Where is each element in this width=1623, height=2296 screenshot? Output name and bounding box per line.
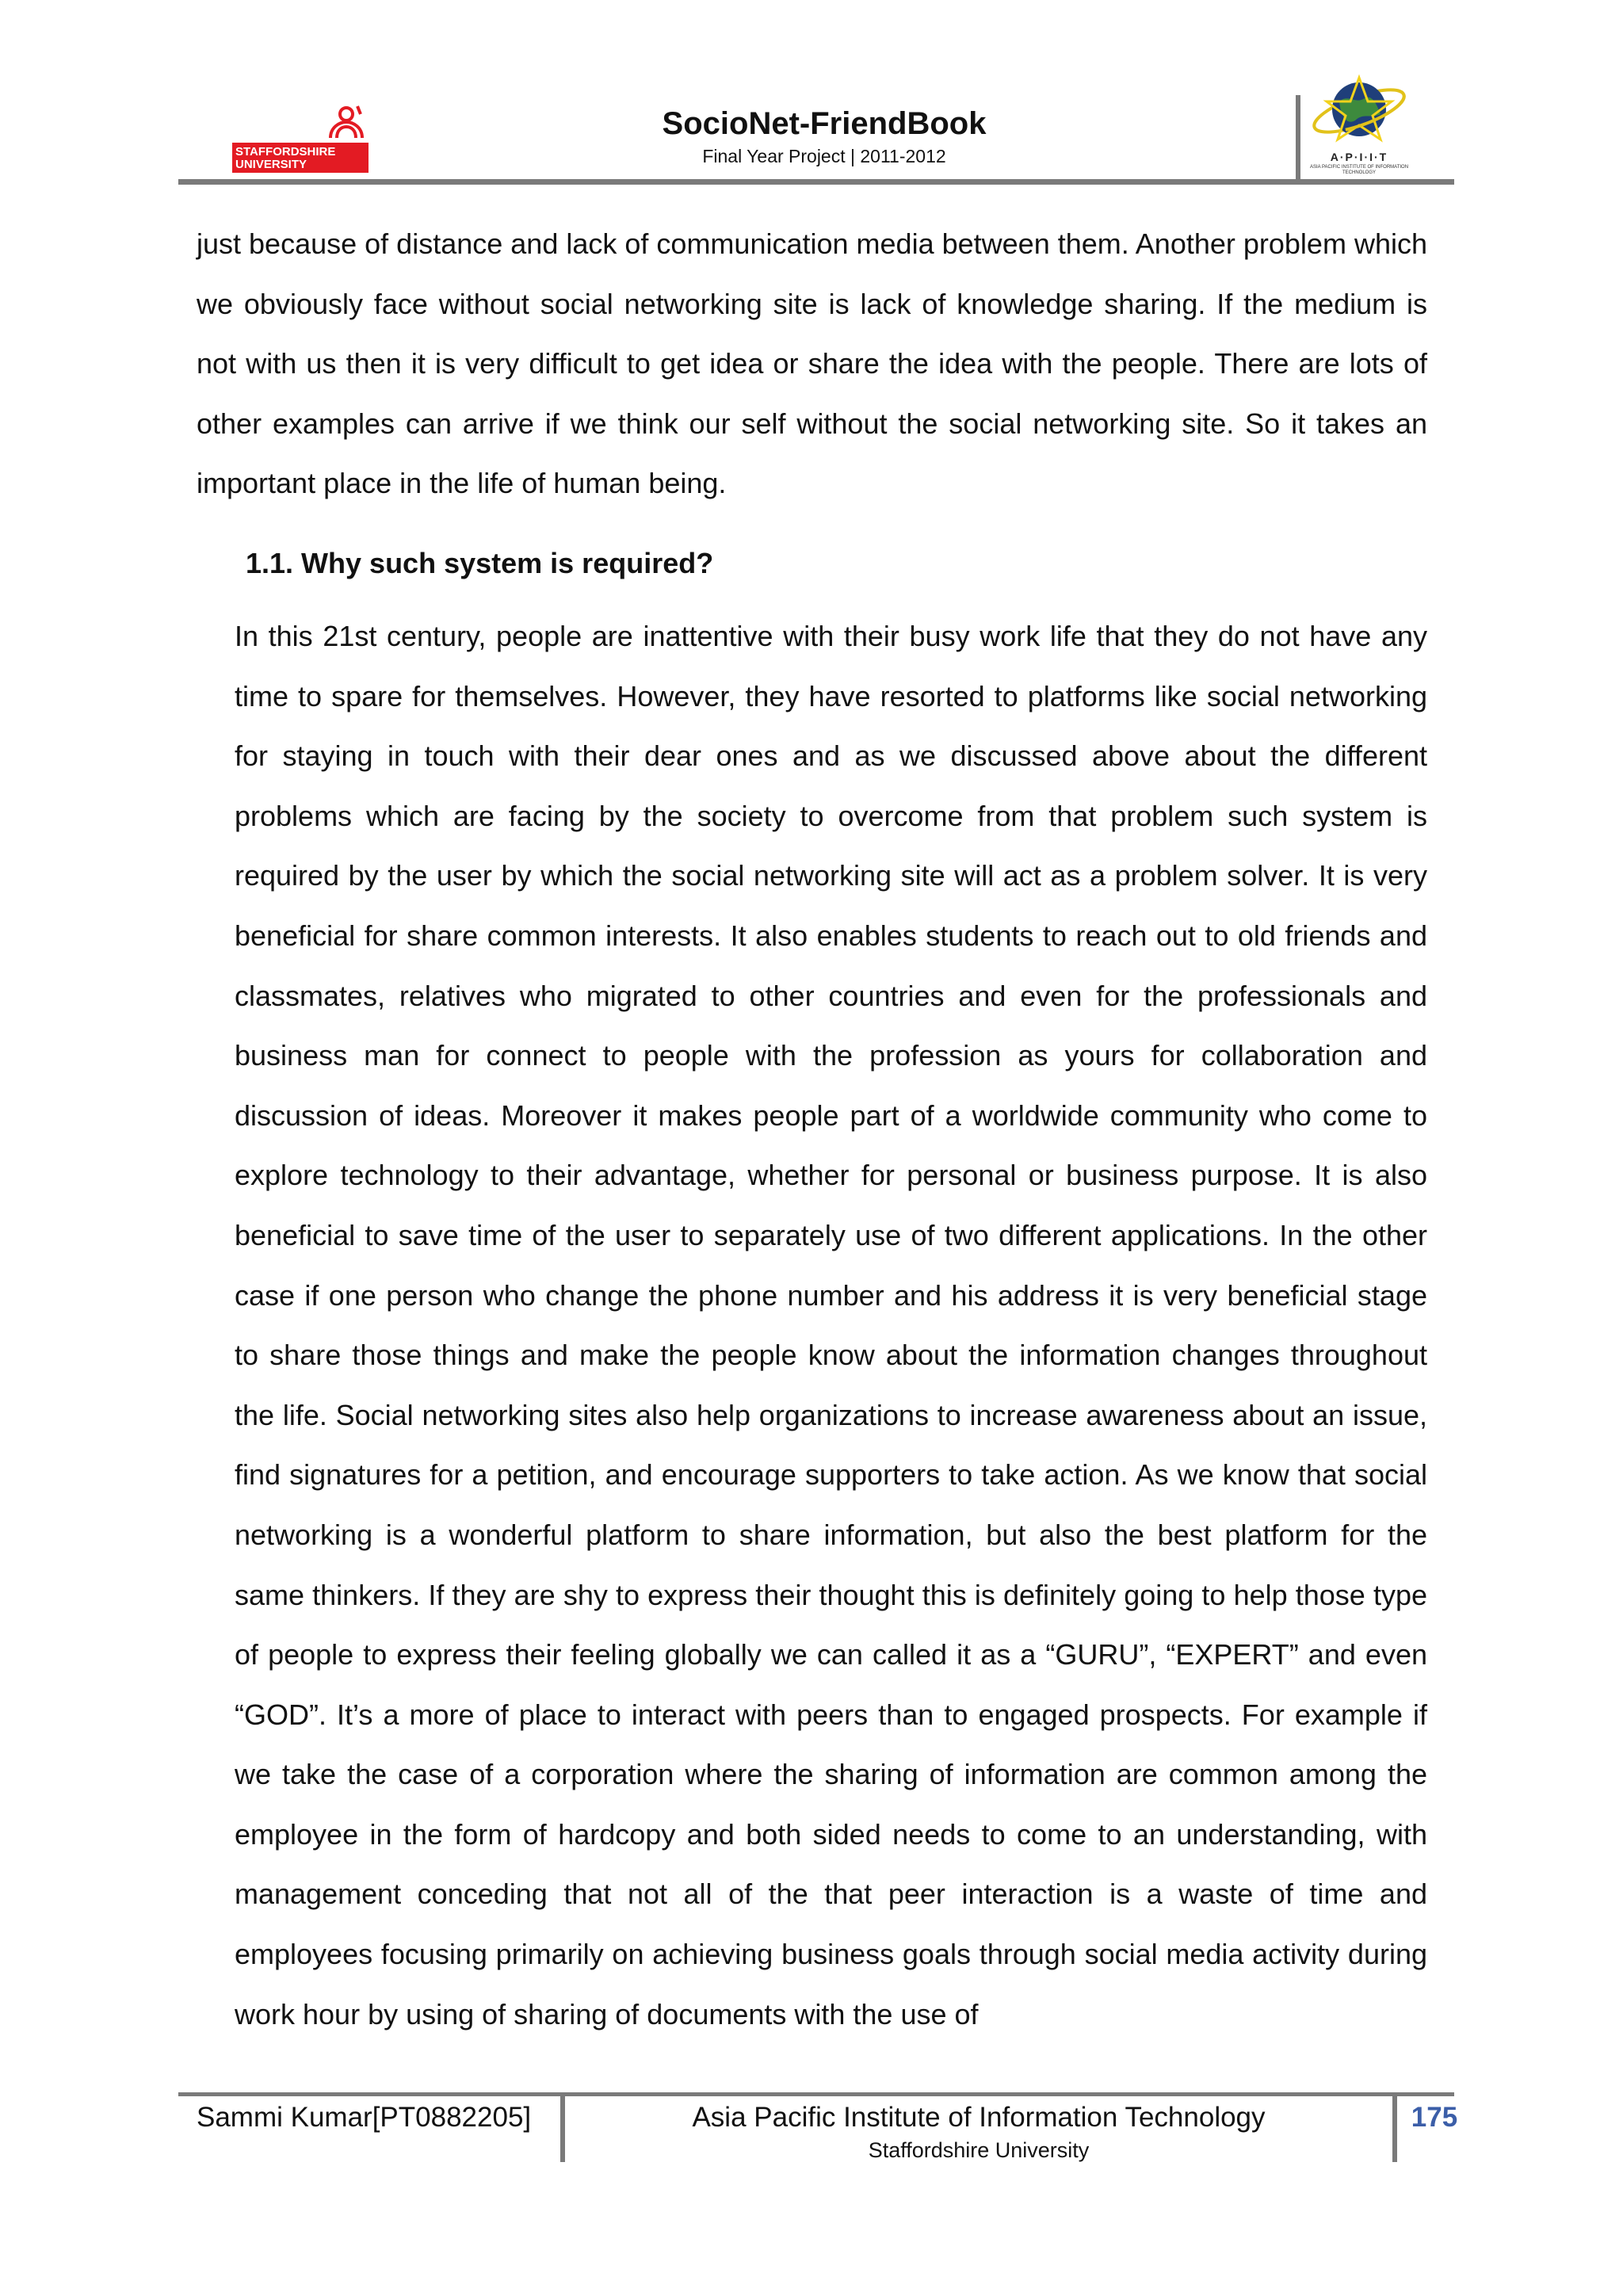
document-title: SocioNet-FriendBook [662,106,987,141]
header-rule [178,179,1454,185]
footer-rule [178,2092,1454,2096]
globe-icon [1308,70,1411,152]
staffordshire-logo [232,103,369,173]
page-number: 175 [1411,2102,1458,2133]
logo-word-1: STAFFORDSHIRE [235,145,336,159]
footer-university: Staffordshire University [868,2138,1090,2162]
apiit-logo [1308,70,1411,181]
logo-word-2: UNIVERSITY [235,158,307,171]
footer-divider-right [1392,2092,1397,2162]
apiit-wordmark: A·P·I·I·T [1330,151,1388,163]
footer-author: Sammi Kumar[PT0882205] [197,2102,532,2133]
staffordshire-wordmark [232,144,369,173]
footer-divider-left [560,2092,565,2162]
document-subtitle: Final Year Project | 2011-2012 [702,146,946,166]
section-heading: 1.1. Why such system is required? [246,547,714,579]
footer-institution: Asia Pacific Institute of Information Technology [692,2102,1266,2133]
staffordshire-knot-icon [326,103,367,144]
apiit-tagline: ASIA PACIFIC INSTITUTE OF INFORMATION TECHNOLOGY [1309,165,1409,175]
body-paragraph-1: just because of distance and lack of communication media between them. Another problem which we obviously face without social networking site is lack of knowledge sharing. If the medium is not with us then it is very difficult to get idea or share the idea with the people. There are lots of other examples can arrive if we think our self without the social networking site. So it takes an important place in the life of human being. [197,227,1427,500]
body-paragraph-2: In this 21st century, people are inattentive with their busy work life that they do not have any time to spare for themselves. However, they have resorted to platforms like social networking for staying in touch with their dear ones and as we discussed above about the different problems which are facing by the society to overcome from that problem such system is required by the user by which the social networking site will act as a problem solver. It is very beneficial for share common interests. It also enables students to reach out to old friends and classmates, relatives who migrated to other countries and even for the professionals and business man for connect to people with the profession as yours for collaboration and discussion of ideas. Moreover it makes people part of a worldwide community who come to explore technology to their advantage, whether for personal or business purpose. It is also beneficial to save time of the user to separately use of two different applications. In the other case if one person who change the phone number and his address it is very beneficial stage to share those things and make the people know about the information changes throughout the life. Social networking sites also help organizations to increase awareness about an issue, find signatures for a petition, and encourage supporters to take action. As we know that social networking is a wonderful platform to share information, but also the best platform for the same thinkers. If they are shy to express their thought this is definitely going to help those type of people to express their feeling globally we can called it as a “GURU”, “EXPERT” and even “GOD”. It’s a more of place to interact with peers than to engaged prospects. For example if we take the case of a corporation where the sharing of information are common among the employee in the form of hardcopy and both sided needs to come to an understanding, with management conceding that not all of the that peer interaction is a waste of time and employees focusing primarily on achieving business goals through social media activity during work hour by using of sharing of documents with the use of [235,620,1427,2030]
header-divider [1296,95,1300,182]
